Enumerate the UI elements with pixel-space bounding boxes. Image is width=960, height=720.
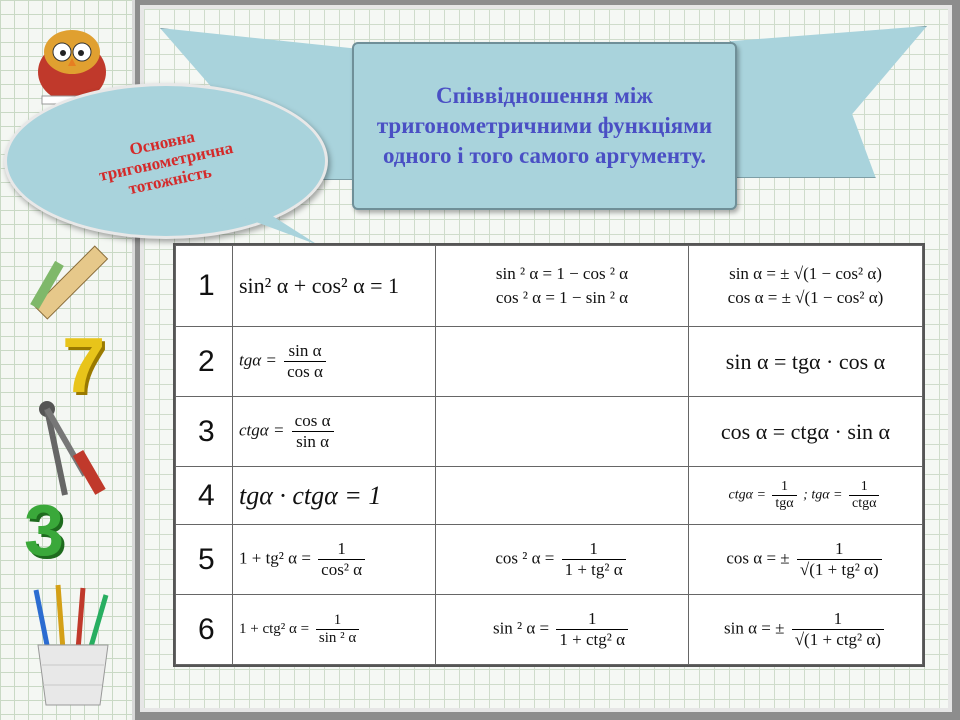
formula-text: sin α = ± √(1 − cos² α)	[729, 264, 882, 284]
formula-cell	[233, 246, 436, 327]
fraction	[849, 479, 879, 512]
formula-text: ; tgα =	[803, 487, 843, 503]
formula-table	[173, 243, 925, 667]
row-number: 3	[176, 397, 233, 467]
number-seven-decoration: 7	[62, 321, 106, 409]
denominator: sin α	[296, 432, 330, 452]
formula-text: sin α = ±	[724, 618, 785, 638]
formula-text: 1 + tg² α =	[239, 548, 311, 568]
empty-cell	[436, 327, 689, 397]
formula-cell	[689, 467, 923, 525]
formula-text: sin² α + cos² α = 1	[239, 273, 400, 299]
row-number: 1	[176, 246, 233, 327]
formula-text: sin ² α =	[492, 618, 550, 638]
denominator: √(1 + tg² α)	[799, 560, 879, 580]
numerator: 1	[556, 609, 628, 630]
formula-cell	[436, 595, 689, 665]
formula-cell	[689, 327, 923, 397]
denominator: sin ² α	[318, 630, 357, 647]
fraction	[556, 609, 628, 650]
numerator: 1	[318, 539, 365, 560]
table-row	[176, 246, 923, 327]
numerator: 1	[562, 539, 626, 560]
formula-cell	[689, 246, 923, 327]
pencil-cup-icon	[28, 580, 118, 710]
formula-text: cos ² α = 1 − sin ² α	[495, 288, 629, 308]
formula-cell	[233, 467, 436, 525]
formula-text: sin α = tgα · cos α	[725, 348, 886, 374]
fraction	[562, 539, 626, 580]
formula-cell	[689, 525, 923, 595]
table-row	[176, 397, 923, 467]
empty-cell	[436, 397, 689, 467]
denominator: 1 + ctg² α	[559, 630, 626, 650]
denominator: cos² α	[321, 560, 363, 580]
formula-cell	[436, 525, 689, 595]
formula-cell	[233, 327, 436, 397]
fraction	[772, 479, 796, 512]
formula-text: cos α = ±	[726, 548, 790, 568]
row-number: 4	[176, 467, 233, 525]
formula-text: ctgα =	[728, 487, 766, 503]
formula-text: sin ² α = 1 − cos ² α	[495, 264, 629, 284]
numerator: 1	[772, 479, 796, 496]
table-row	[176, 525, 923, 595]
numerator: 1	[797, 539, 882, 560]
fraction	[292, 411, 334, 452]
number-three-decoration: 3	[24, 491, 65, 571]
fraction	[318, 539, 365, 580]
denominator: ctgα	[852, 496, 877, 512]
formula-text: 1 + ctg² α =	[239, 621, 310, 637]
formula-text: cos α = ± √(1 − cos² α)	[727, 288, 884, 308]
slide-title: Співвідношення між тригонометричними функціями одного і того самого аргументу.	[352, 42, 737, 210]
formula-cell	[233, 397, 436, 467]
row-number: 6	[176, 595, 233, 665]
formula-text: cos ² α =	[495, 548, 555, 568]
fraction	[792, 609, 884, 650]
numerator: cos α	[292, 411, 334, 432]
empty-cell	[436, 467, 689, 525]
numerator: 1	[849, 479, 879, 496]
compass-icon	[25, 395, 120, 505]
numerator: sin α	[284, 341, 326, 362]
denominator: cos α	[287, 362, 323, 382]
fraction	[284, 341, 326, 382]
table-row	[176, 595, 923, 665]
row-number: 2	[176, 327, 233, 397]
formula-cell	[233, 525, 436, 595]
formula-cell	[689, 397, 923, 467]
fraction	[797, 539, 882, 580]
formula-cell	[233, 595, 436, 665]
formula-cell	[689, 595, 923, 665]
denominator: 1 + tg² α	[564, 560, 623, 580]
table-row	[176, 327, 923, 397]
fraction	[316, 612, 359, 647]
formula-cell	[436, 246, 689, 327]
denominator: √(1 + ctg² α)	[794, 630, 881, 650]
formula-text: tgα · ctgα = 1	[239, 480, 382, 510]
formula-text: cos α = ctgα · sin α	[720, 418, 891, 444]
numerator: 1	[316, 612, 359, 630]
row-number: 5	[176, 525, 233, 595]
denominator: tgα	[775, 496, 794, 512]
formula-text: tgα =	[239, 350, 277, 370]
bubble-text: Основна тригонометрична тотожність	[97, 126, 235, 198]
formula-text: ctgα =	[239, 420, 285, 440]
numerator: 1	[792, 609, 884, 630]
table-row	[176, 467, 923, 525]
